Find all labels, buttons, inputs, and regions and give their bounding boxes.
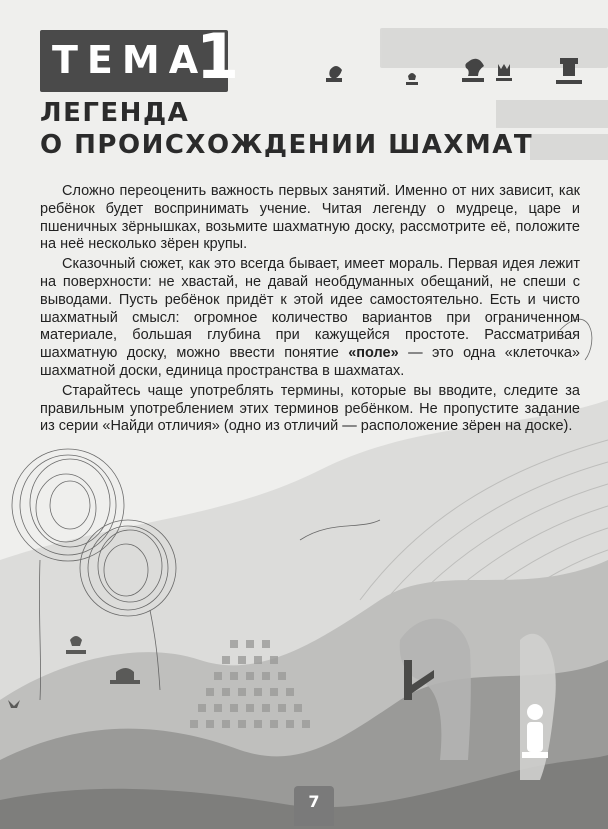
topic-label: ТЕМА	[52, 38, 208, 82]
term-field: «поле»	[348, 345, 399, 362]
page-number: 7	[308, 792, 320, 811]
paragraph-3: Старайтесь чаще употреблять термины, которые вы вводите, следите за правильным употреблением этих терминов ребёнком. Не пропустите задание из серии «Найди отличия» (одно из отличий — расположение зёрен на доске).	[40, 382, 580, 435]
page-title-line-1: ЛЕГЕНДА	[40, 98, 190, 128]
topic-number: 1	[196, 20, 240, 93]
paragraph-2-text-end: — это одна «клеточка» шахматной доски, единица пространства в шахматах.	[40, 345, 580, 379]
page-title-line-2: О ПРОИСХОЖДЕНИИ ШАХМАТ	[40, 130, 534, 160]
paragraph-1: Сложно переоценить важность первых занятий. Именно от них зависит, как ребёнок будет воспринимать учение. Читая легенду о мудреце, царе и пшеничных зёрнышках, возьмите шахматную доску, рассмотрите её, положите на неё несколько зёрен крупы.	[40, 183, 580, 253]
body-text	[40, 183, 580, 438]
paragraph-2-text-start: Сказочный сюжет, как это всегда бывает, имеет мораль. Первая идея лежит на поверхности: не хвастай, не давай необдуманных обещаний, не спеши с выводами. Пусть ребёнок придёт к этой идее самостоятельно. Есть и чисто шахматный смысл: огромное количество вариантов при ограниченном материале, большая глубина при кажущейся простоте. Рассматривая шахматную доску, можно ввести понятие	[40, 256, 580, 362]
paragraph-2	[40, 256, 580, 381]
